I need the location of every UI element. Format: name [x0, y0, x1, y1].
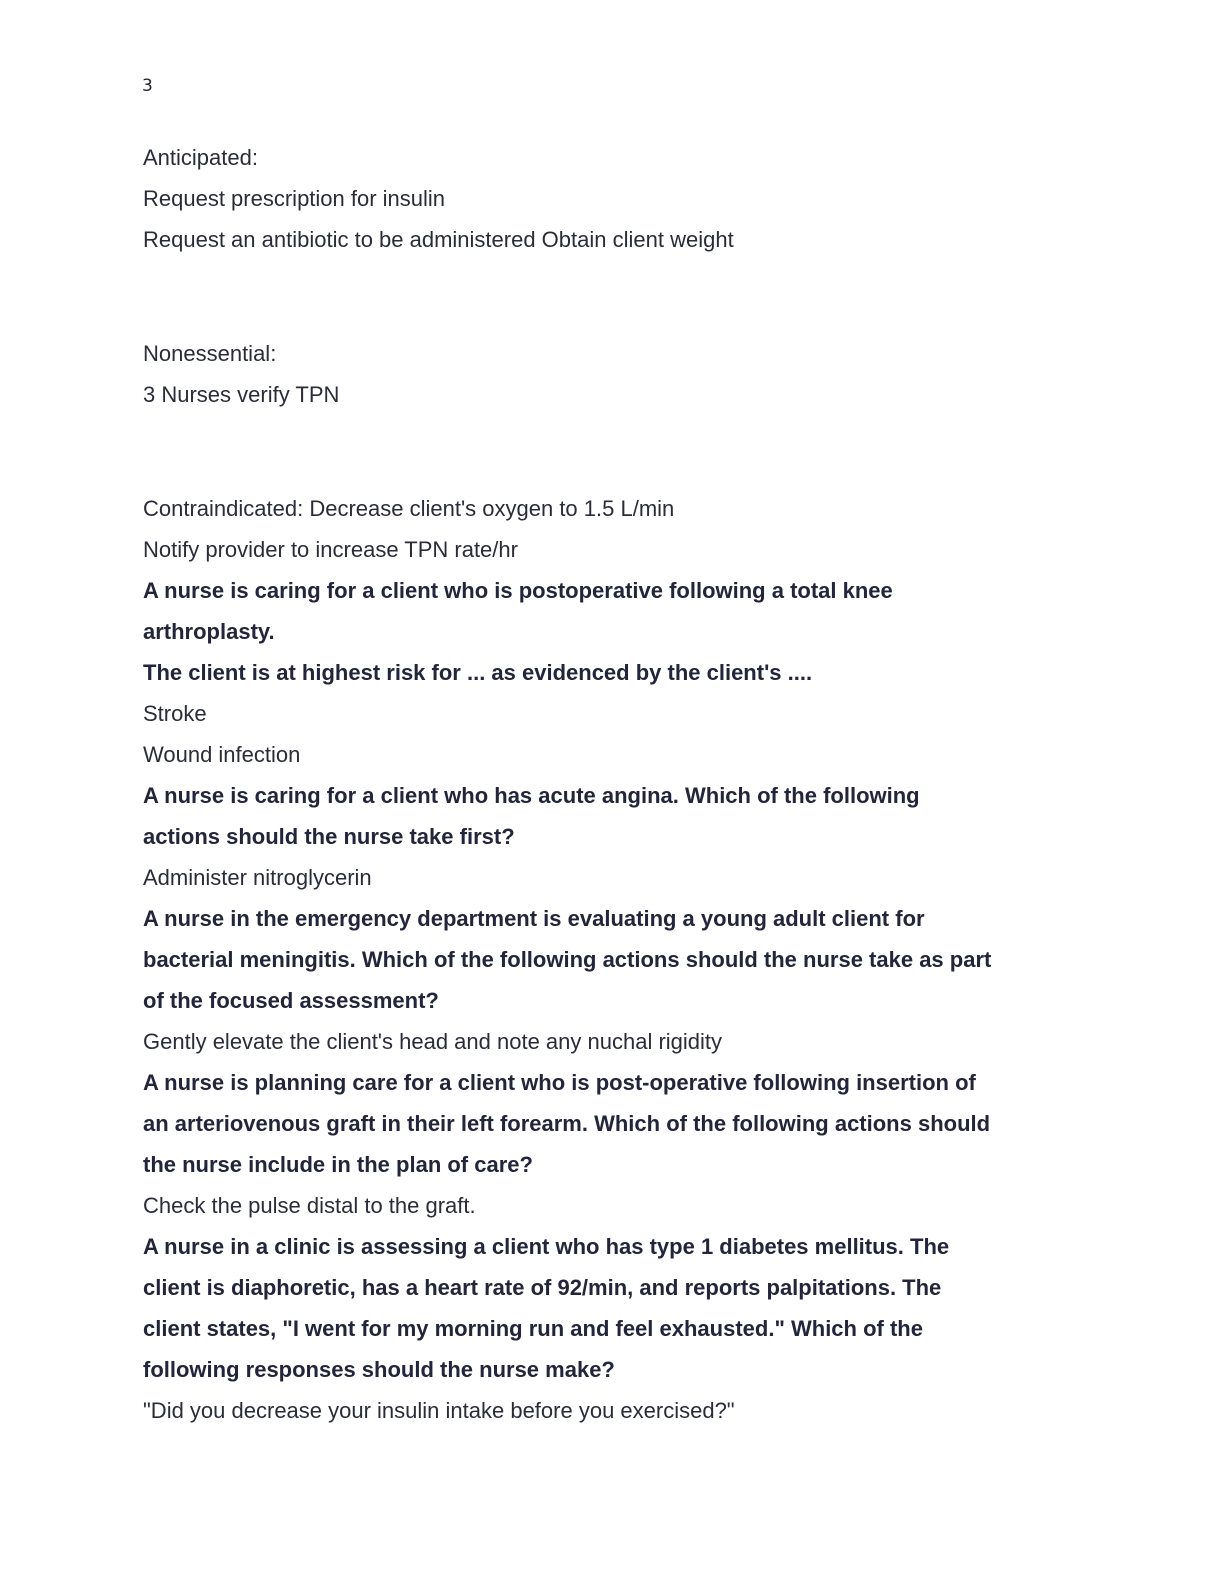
answer-line: Stroke: [143, 701, 207, 726]
page-number: 3: [142, 76, 153, 96]
question-line: following responses should the nurse make?: [143, 1357, 615, 1382]
answer-line: Check the pulse distal to the graft.: [143, 1193, 476, 1218]
answer-line: Request prescription for insulin: [143, 186, 446, 211]
question-line: The client is at highest risk for ... as evidenced by the client's ....: [143, 660, 813, 685]
question-line: client is diaphoretic, has a heart rate of 92/min, and reports palpitations. The: [143, 1275, 942, 1300]
answer-line: Request an antibiotic to be administered Obtain client weight: [143, 227, 734, 252]
question-line: an arteriovenous graft in their left forearm. Which of the following actions should: [143, 1111, 991, 1136]
question-line: arthroplasty.: [143, 619, 275, 644]
question-line: of the focused assessment?: [143, 988, 439, 1013]
question-line: A nurse is caring for a client who is postoperative following a total knee: [143, 578, 893, 603]
question-line: client states, "I went for my morning run and feel exhausted." Which of the: [143, 1316, 923, 1341]
answer-line: Gently elevate the client's head and note any nuchal rigidity: [143, 1029, 723, 1054]
document-body: [143, 137, 1083, 1431]
answer-line: Administer nitroglycerin: [143, 865, 372, 890]
answer-line: Wound infection: [143, 742, 301, 767]
answer-line: Anticipated:: [143, 145, 258, 170]
question-line: A nurse is planning care for a client who is post-operative following insertion of: [143, 1070, 976, 1095]
answer-line: "Did you decrease your insulin intake before you exercised?": [143, 1398, 735, 1423]
question-line: bacterial meningitis. Which of the following actions should the nurse take as part: [143, 947, 992, 972]
blank-line: [143, 276, 1083, 317]
answer-line: Contraindicated: Decrease client's oxygen to 1.5 L/min: [143, 496, 675, 521]
question-line: A nurse in the emergency department is evaluating a young adult client for: [143, 906, 925, 931]
question-line: A nurse in a clinic is assessing a client who has type 1 diabetes mellitus. The: [143, 1234, 950, 1259]
question-line: A nurse is caring for a client who has acute angina. Which of the following: [143, 783, 920, 808]
answer-line: Nonessential:: [143, 341, 277, 366]
question-line: actions should the nurse take first?: [143, 824, 515, 849]
question-line: the nurse include in the plan of care?: [143, 1152, 533, 1177]
blank-line: [143, 431, 1083, 472]
answer-line: 3 Nurses verify TPN: [143, 382, 340, 407]
answer-line: Notify provider to increase TPN rate/hr: [143, 537, 518, 562]
